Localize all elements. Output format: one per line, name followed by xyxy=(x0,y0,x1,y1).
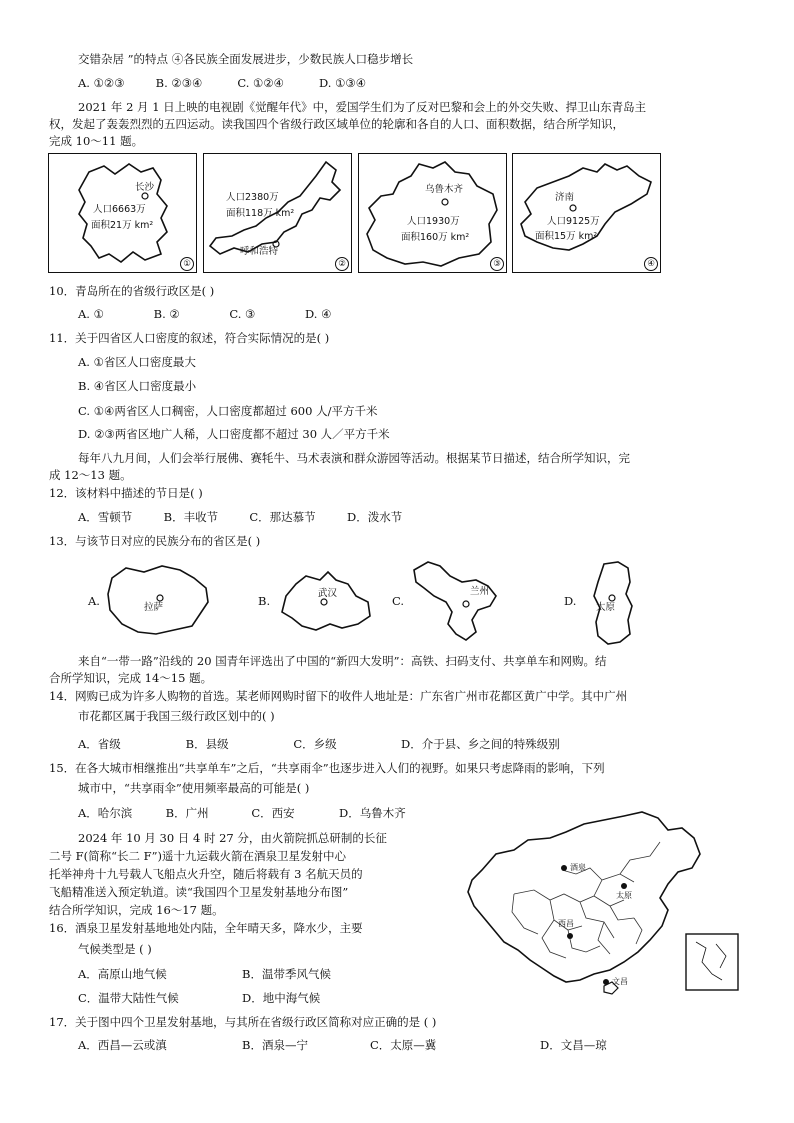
q15-options xyxy=(78,806,406,821)
q12-option-a[interactable]: A．雪顿节 xyxy=(78,510,133,524)
q14-stem-line2: 市花都区属于我国三级行政区划中的( ) xyxy=(78,709,275,723)
q11-option-d[interactable]: D. ②③两省区地广人稀，人口密度都不超过 30 人／平方千米 xyxy=(78,427,390,441)
intro-16-17-line5: 结合所学知识，完成 16～17 题。 xyxy=(49,903,224,917)
q13-city-b: 武汉 xyxy=(318,588,338,599)
china-outline-icon xyxy=(454,810,748,996)
q14-option-a[interactable]: A．省级 xyxy=(78,737,121,751)
province-map-hunan xyxy=(48,153,197,273)
q11-option-c[interactable]: C. ①④两省区人口稠密，人口密度都超过 600 人/平方千米 xyxy=(78,404,378,418)
q15-option-a[interactable]: A．哈尔滨 xyxy=(78,806,133,820)
hubei-outline-icon xyxy=(276,566,376,638)
map2-pop: 人口2380万 xyxy=(226,192,279,203)
map3-pop: 人口1930万 xyxy=(407,216,460,227)
q13-city-a: 拉萨 xyxy=(144,602,164,613)
map3-area: 面积160万 km² xyxy=(401,232,470,243)
province-map-inner-mongolia xyxy=(203,153,352,273)
q16-stem-line2: 气候类型是 ( ) xyxy=(78,942,152,956)
map4-pop: 人口9125万 xyxy=(547,216,600,227)
q12-option-d[interactable]: D．泼水节 xyxy=(346,510,403,524)
q15-option-b[interactable]: B．广州 xyxy=(165,806,209,820)
intro-16-17-line1: 2024 年 10 月 30 日 4 时 27 分，由火箭院抓总研制的长征 xyxy=(78,831,387,845)
q17-option-d[interactable]: D．文昌—琼 xyxy=(540,1038,607,1052)
q16-option-c[interactable]: C．温带大陆性气候 xyxy=(78,991,179,1005)
q13-city-d: 太原 xyxy=(596,602,616,613)
q15-option-d[interactable]: D．乌鲁木齐 xyxy=(338,806,406,820)
q10-options xyxy=(78,307,331,322)
map1-area: 面积21万 km² xyxy=(91,220,154,231)
intro-10-11-line2: 权，发起了轰轰烈烈的五四运动。读我国四个省级行政区域单位的轮廓和各自的人口、面积数据，结合所学知识， xyxy=(49,117,624,131)
q17-option-c[interactable]: C．太原—冀 xyxy=(370,1038,437,1052)
map2-city: 呼和浩特 xyxy=(240,246,279,257)
q13-map-hubei[interactable] xyxy=(276,566,376,638)
q9-tail-line: 交错杂居 ”的特点 ④各民族全面发展进步，少数民族人口稳步增长 xyxy=(78,52,414,66)
intro-10-11-line1: 2021 年 2 月 1 日上映的电视剧《觉醒年代》中，爱国学生们为了反对巴黎和会上的外交失败、捍卫山东青岛主 xyxy=(78,100,647,114)
q11-stem: 11．关于四省区人口密度的叙述，符合实际情况的是( ) xyxy=(49,331,330,345)
q9-option-c[interactable]: C. ①②④ xyxy=(237,76,284,90)
q10-option-d[interactable]: D. ④ xyxy=(304,307,332,321)
q14-option-d[interactable]: D．介于县、乡之间的特殊级别 xyxy=(400,737,560,751)
q16-stem-line1: 16．酒泉卫星发射基地地处内陆，全年晴天多，降水少，主要 xyxy=(49,921,363,935)
q9-option-d[interactable]: D. ①③④ xyxy=(318,76,367,90)
province-map-xinjiang xyxy=(358,153,507,273)
q10-option-c[interactable]: C. ③ xyxy=(229,307,256,321)
q14-stem-line1: 14．网购已成为许多人购物的首选。某老师网购时留下的收件人地址是：广东省广州市花都区黄广中学。其中广州 xyxy=(49,689,628,703)
q13-option-a-letter[interactable]: A. xyxy=(88,594,100,608)
q16-option-d[interactable]: D．地中海气候 xyxy=(242,991,321,1005)
q16-option-a[interactable]: A．高原山地气候 xyxy=(78,967,167,981)
q12-option-c[interactable]: C．那达慕节 xyxy=(249,510,316,524)
q13-option-c-letter[interactable]: C. xyxy=(392,594,405,608)
q14-options xyxy=(78,737,560,752)
map2-area: 面积118万 km² xyxy=(226,208,295,219)
q15-stem-line2: 城市中，“共享雨伞”使用频率最高的可能是( ) xyxy=(78,781,310,795)
intro-12-13-line1: 每年八九月间，人们会举行展佛、赛牦牛、马术表演和群众游园等活动。根据某节日描述，结合所学知识，完 xyxy=(78,451,630,465)
map3-city: 乌鲁木齐 xyxy=(425,184,464,195)
china-launch-site-map xyxy=(454,810,748,996)
tibet-outline-icon xyxy=(104,560,214,640)
map3-number: ③ xyxy=(490,257,504,271)
q17-option-a[interactable]: A．西昌—云或滇 xyxy=(78,1038,167,1052)
q17-stem: 17．关于图中四个卫星发射基地，与其所在省级行政区简称对应正确的是 ( ) xyxy=(49,1015,437,1029)
q15-stem-line1: 15．在各大城市相继推出“共享单车”之后，“共享雨伞”也逐步进入人们的视野。如果只考虑降雨的影响，下列 xyxy=(49,761,605,775)
q10-option-a[interactable]: A. ① xyxy=(78,307,104,321)
q13-map-tibet[interactable] xyxy=(104,560,214,640)
map1-number: ① xyxy=(180,257,194,271)
launch-site-taiyuan: 太原 xyxy=(616,891,632,900)
map1-pop: 人口6663万 xyxy=(93,204,146,215)
intro-14-15-line2: 合所学知识，完成 14～15 题。 xyxy=(49,671,213,685)
q13-option-d-letter[interactable]: D. xyxy=(564,594,577,608)
gansu-outline-icon xyxy=(406,556,506,646)
q13-map-gansu[interactable] xyxy=(406,556,506,646)
intro-16-17-line2: 二号 F(简称“长二 F”)遥十九运载火箭在酒泉卫星发射中心 xyxy=(49,849,346,863)
q15-option-c[interactable]: C．西安 xyxy=(251,806,295,820)
map4-city: 济南 xyxy=(555,192,575,203)
q13-map-shanxi[interactable] xyxy=(584,558,644,648)
launch-site-wenchang: 文昌 xyxy=(612,977,628,986)
map2-number: ② xyxy=(335,257,349,271)
intro-12-13-line2: 成 12～13 题。 xyxy=(49,468,132,482)
q17-option-b[interactable]: B．酒泉—宁 xyxy=(242,1038,308,1052)
q9-option-b[interactable]: B. ②③④ xyxy=(155,76,203,90)
map4-area: 面积15万 km² xyxy=(535,231,598,242)
intro-10-11-line3: 完成 10～11 题。 xyxy=(49,134,144,148)
intro-14-15-line1: 来自“一带一路”沿线的 20 国青年评选出了中国的“新四大发明”：高铁、扫码支付、共享单车和网购。结 xyxy=(78,654,607,668)
launch-site-jiuquan: 酒泉 xyxy=(570,863,586,872)
q14-option-b[interactable]: B．县级 xyxy=(185,737,229,751)
q9-options xyxy=(78,76,366,91)
launch-site-xichang: 西昌 xyxy=(558,919,574,928)
map4-number: ④ xyxy=(644,257,658,271)
q11-option-a[interactable]: A. ①省区人口密度最大 xyxy=(78,355,196,369)
q13-city-c: 兰州 xyxy=(470,586,490,597)
q13-stem: 13．与该节日对应的民族分布的省区是( ) xyxy=(49,534,261,548)
q12-stem: 12．该材料中描述的节日是( ) xyxy=(49,486,203,500)
intro-16-17-line4: 飞船精准送入预定轨道。读“我国四个卫星发射基地分布图” xyxy=(49,885,349,899)
q9-option-a[interactable]: A. ①②③ xyxy=(78,76,125,90)
map1-city: 长沙 xyxy=(135,182,155,193)
province-map-shandong xyxy=(512,153,661,273)
q16-option-b[interactable]: B．温带季风气候 xyxy=(242,967,331,981)
q13-option-b-letter[interactable]: B. xyxy=(258,594,271,608)
shandong-outline-icon xyxy=(513,154,660,272)
q14-option-c[interactable]: C．乡级 xyxy=(293,737,337,751)
intro-16-17-line3: 托举神舟十九号载人飞船点火升空，随后将载有 3 名航天员的 xyxy=(49,867,363,881)
q11-option-b[interactable]: B. ④省区人口密度最小 xyxy=(78,379,197,393)
q10-stem: 10．青岛所在的省级行政区是( ) xyxy=(49,284,215,298)
q10-option-b[interactable]: B. ② xyxy=(153,307,180,321)
q12-option-b[interactable]: B．丰收节 xyxy=(163,510,219,524)
q12-options xyxy=(78,510,402,525)
xinjiang-outline-icon xyxy=(359,154,506,272)
